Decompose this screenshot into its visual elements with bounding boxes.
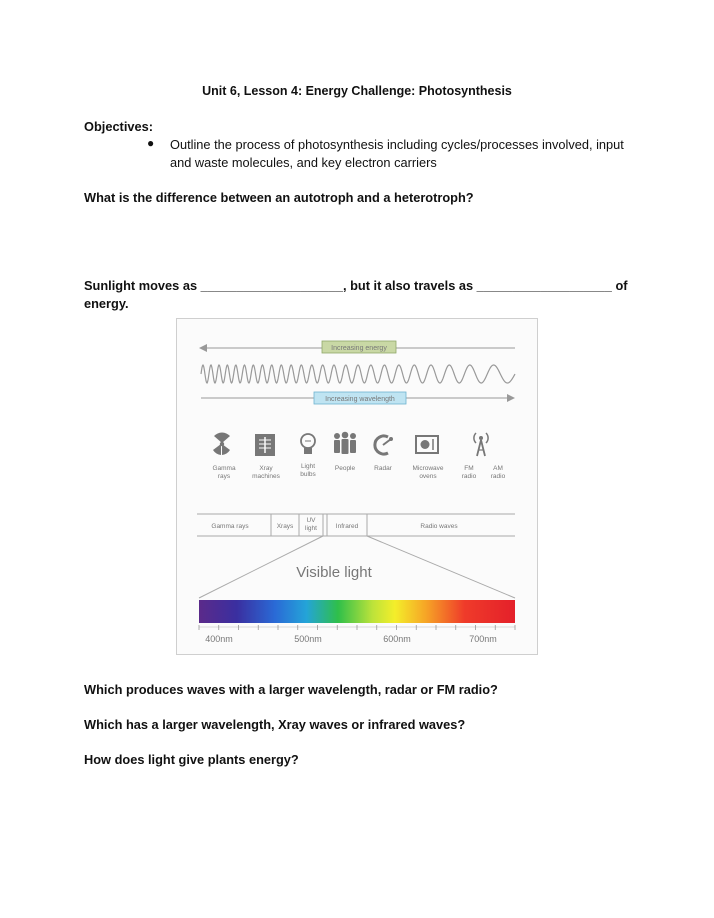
source-label-microwave-2: ovens — [419, 473, 437, 480]
tick-label-400: 400nm — [205, 634, 233, 644]
tick-label-700: 700nm — [469, 634, 497, 644]
source-label-xray: Xray — [259, 465, 273, 472]
visible-light-label: Visible light — [296, 564, 372, 581]
radio-tower-icon — [474, 433, 488, 456]
question-autotroph: What is the difference between an autotroph and a heterotroph? — [84, 190, 474, 205]
sunlight-line-1: Sunlight moves as ____________________, but it also travels as ___________________ of — [84, 278, 628, 293]
band-label-radio: Radio waves — [420, 523, 458, 530]
em-wave — [201, 365, 515, 383]
electromagnetic-spectrum-figure — [176, 318, 538, 655]
band-label-xrays: Xrays — [276, 523, 294, 530]
source-label-gamma-2: rays — [217, 473, 231, 480]
radar-icon — [375, 436, 393, 454]
band-label-uv-2: light — [305, 525, 317, 532]
sunlight-line-2: energy. — [84, 296, 129, 311]
question-light-energy: How does light give plants energy? — [84, 752, 299, 767]
visible-spectrum-bar — [199, 600, 515, 623]
tick-label-500: 500nm — [294, 634, 322, 644]
projection-line-right — [367, 536, 515, 598]
source-label-xray-2: machines — [252, 473, 280, 480]
radiation-icon — [213, 433, 230, 455]
source-label-am: AM — [493, 465, 503, 472]
increasing-wavelength-label: Increasing wavelength — [325, 396, 395, 403]
wavelength-arrow-head-icon — [507, 394, 515, 402]
objectives-heading: Objectives: — [84, 119, 153, 134]
question-xray-infrared: Which has a larger wavelength, Xray waves or infrared waves? — [84, 717, 466, 732]
source-label-light-2: bulbs — [300, 471, 316, 478]
source-label-fm-2: radio — [461, 473, 477, 480]
energy-arrow-head-icon — [199, 344, 207, 352]
source-label-microwave: Microwave — [412, 465, 444, 472]
question-radar-fm: Which produces waves with a larger wavelength, radar or FM radio? — [84, 682, 498, 697]
source-label-gamma: Gamma — [212, 465, 236, 472]
source-label-radar: Radar — [374, 465, 392, 472]
tick-label-600: 600nm — [383, 634, 411, 644]
band-label-infrared: Infrared — [335, 523, 359, 530]
source-label-people: People — [334, 465, 356, 472]
band-label-gamma: Gamma rays — [211, 523, 249, 530]
light-bulb-icon — [301, 434, 315, 454]
source-label-light: Light — [300, 463, 316, 470]
source-label-am-2: radio — [490, 473, 506, 480]
band-label-uv: UV — [306, 517, 316, 524]
objective-text: Outline the process of photosynthesis including cycles/processes involved, input and waste molecules, and key electron carriers — [170, 137, 624, 170]
document-title: Unit 6, Lesson 4: Energy Challenge: Photosynthesis — [202, 84, 512, 98]
increasing-energy-label: Increasing energy — [331, 345, 387, 352]
microwave-icon — [416, 436, 438, 453]
xray-machine-icon — [255, 434, 275, 456]
people-icon — [334, 432, 356, 454]
source-label-fm: FM — [464, 465, 474, 472]
bullet-icon: ● — [147, 136, 155, 150]
wavelength-ticks — [199, 625, 515, 630]
